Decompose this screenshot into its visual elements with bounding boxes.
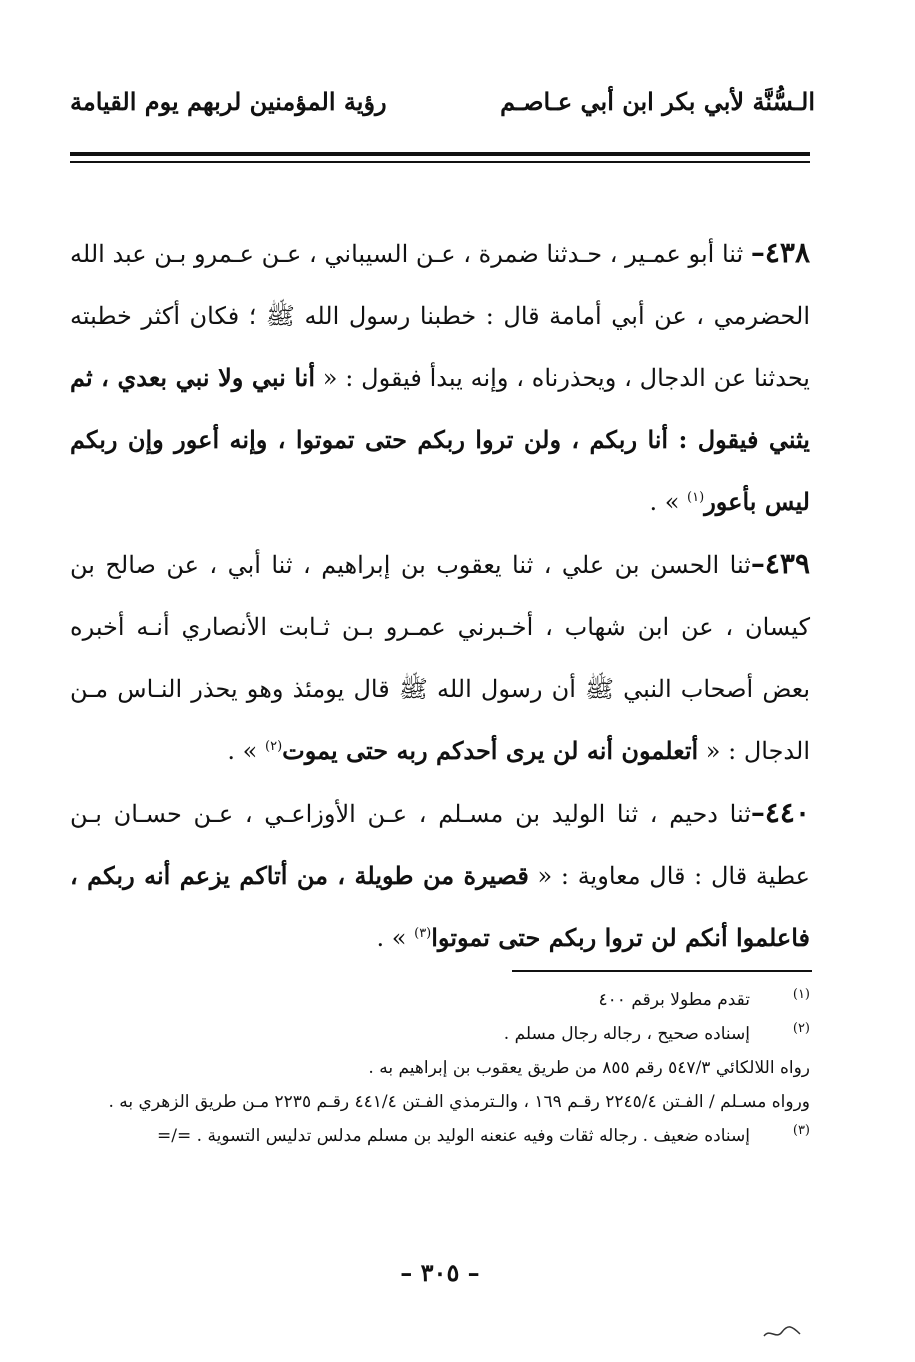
footnote-2	[70, 1017, 810, 1119]
footnote-3	[70, 1119, 810, 1153]
footnotes	[70, 983, 810, 1153]
hadith-number: ٤٣٩	[764, 547, 810, 580]
header-rule-thick	[70, 152, 810, 156]
hadith-isnad: ثنا الحسن بن علي ، ثنا يعقوب بن إبراهيم ، ثنا أبي ، عن صالح بن كيسان ، عن ابن شهاب ، أخـبرني عمـرو بـن ثـابت الأنصاري أنـه أخبره بعض أصحاب النبي ﷺ أن رسول الله ﷺ قال يومئذ وهو يحذر النـاس مـن الدجال : «	[70, 551, 810, 765]
hadith-439	[70, 533, 810, 782]
hadith-matn: أتعلمون أنه لن يرى أحدكم ربه حتى يموت	[282, 736, 699, 765]
hadith-closing: » .	[649, 488, 688, 516]
footnote-ref[interactable]: (٣)	[414, 926, 432, 941]
hadith-matn: أنا نبي ولا نبي بعدي ، ثم يثني فيقول : أنا ربكم ، ولن تروا ربكم حتى تموتوا ، وإنه أعور وإن ربكم ليس بأعور	[70, 363, 810, 516]
hadith-number: ٤٣٨	[764, 236, 810, 269]
hadith-closing: » .	[376, 924, 415, 952]
footnote-marker: (٢)	[792, 1021, 810, 1036]
footnote-continuation: رواه اللالكائي ٥٤٧/٣ رقم ٨٥٥ من طريق يعقوب بن إبراهيم به .	[368, 1058, 810, 1078]
chapter-title: رؤية المؤمنين لربهم يوم القيامة	[70, 86, 387, 116]
hadith-438	[70, 222, 810, 533]
hadith-isnad: ثنا أبو عمـير ، حـدثنا ضمرة ، عـن السيباني ، عـن عـمرو بـن عبد الله الحضرمي ، عن أبي أمامة قال : خطبنا رسول الله ﷺ ؛ فكان أكثر خطبته يحدثنا عن الدجال ، ويحذرناه ، وإنه يبدأ فيقول : «	[70, 240, 810, 392]
hadith-dash: –	[750, 796, 765, 829]
header-rule-thin	[70, 161, 810, 163]
page-number: – ٣٠٥ –	[400, 1258, 480, 1287]
hadith-closing: » .	[227, 737, 265, 765]
footnote-ref[interactable]: (٢)	[265, 739, 283, 754]
hadith-dash: –	[750, 236, 765, 269]
footnote-separator	[512, 970, 812, 972]
hadith-dash: –	[750, 547, 765, 580]
hadith-matn: قصيرة من طويلة ، من أتاكم يزعم أنه ربكم ، فاعلموا أنكم لن تروا ربكم حتى تموتوا	[70, 861, 810, 952]
handwritten-mark-icon	[762, 1320, 802, 1344]
running-header	[70, 78, 815, 124]
footnote-text: إسناده ضعيف . رجاله ثقات وفيه عنعنه الوليد بن مسلم مدلس تدليس التسوية . =/=	[157, 1126, 750, 1146]
hadith-isnad: ثنا دحيم ، ثنا الوليد بن مسـلم ، عـن الأوزاعـي ، عـن حسـان بـن عطية قال : قال معاوية : «	[70, 800, 810, 890]
main-text	[70, 222, 810, 969]
hadith-440	[70, 782, 810, 969]
footnote-text: إسناده صحيح ، رجاله رجال مسلم .	[503, 1024, 750, 1044]
footnote-continuation: ورواه مسـلم / الفـتن ٢٢٤٥/٤ رقـم ١٦٩ ، والـترمذي الفـتن ٤٤١/٤ رقـم ٢٢٣٥ مـن طريق الزهري به .	[108, 1092, 810, 1112]
footnote-1	[70, 983, 810, 1017]
footnote-marker: (٣)	[792, 1123, 810, 1138]
book-title: الـسُّنَّة لأبي بكر ابن أبي عـاصـم	[500, 86, 815, 116]
footnote-text: تقدم مطولا برقم ٤٠٠	[598, 990, 750, 1010]
hadith-number: ٤٤٠	[764, 796, 811, 829]
footnote-ref[interactable]: (١)	[687, 490, 705, 505]
footnote-marker: (١)	[792, 987, 810, 1002]
